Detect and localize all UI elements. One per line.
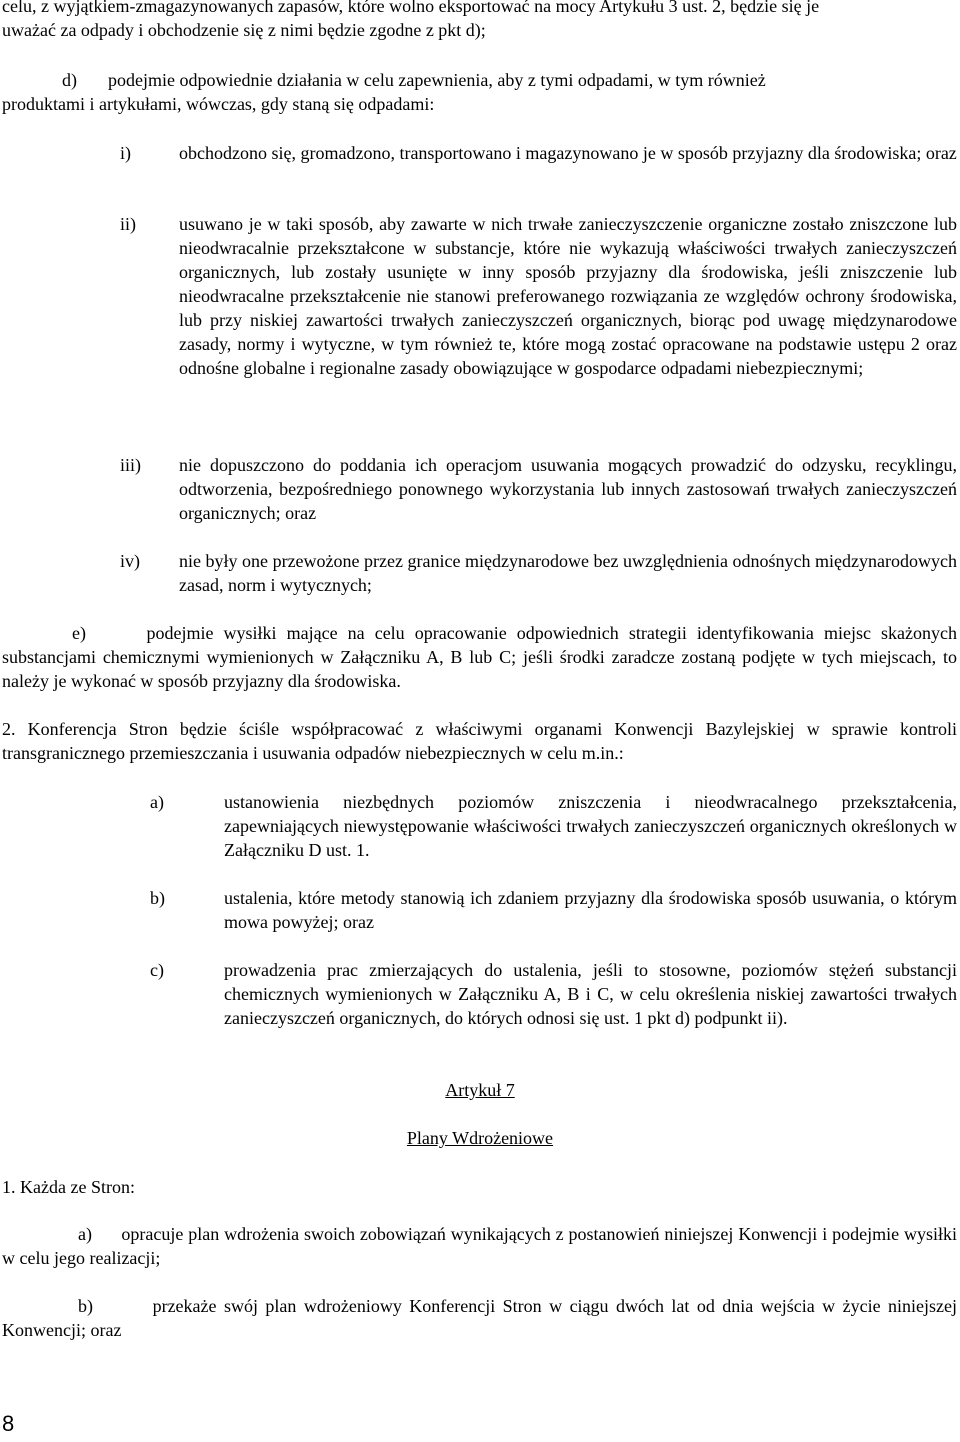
article-7-intro: 1. Każda ze Stron:: [2, 1177, 135, 1197]
point-e-text: [2, 621, 957, 693]
article-subtitle: Plany Wdrożeniowe: [406, 1128, 554, 1148]
paragraph-2: 2. Konferencja Stron będzie ściśle współpracować z właściwymi organami Konwencji Bazylejskiej w sprawie kontroli transgranicznego przemieszczania i usuwania odpadów niebezpiecznych w celu m.in.:: [2, 719, 957, 763]
point-e-body: podejmie wysiłki mające na celu opracowanie odpowiednich strategii identyfikowania miejsc skażonych substancjami chemicznymi wymienionych w Załączniku A, B lub C; jeśli środki zaradcze zostaną podjęte w tych miejscach, to należy je wykonać w sposób przyjazny dla środowiska.: [2, 623, 957, 691]
art7-item-b-label: b): [78, 1296, 93, 1316]
art7-item-b-text: przekaże swój plan wdrożeniowy Konferencji Stron w ciągu dwóch lat od dnia wejścia w życie niniejszej Konwencji; oraz: [2, 1296, 957, 1340]
art7-item-a-label: a): [78, 1224, 92, 1244]
point-d-line-2: produktami i artykułami, wówczas, gdy staną się odpadami:: [2, 94, 435, 114]
item-a-label: a): [150, 792, 164, 812]
article-subtitle-wrap: [0, 1126, 960, 1150]
sub-item-iv-label: iv): [120, 551, 140, 571]
item-c-label: c): [150, 960, 164, 980]
item-c-text: prowadzenia prac zmierzających do ustalenia, jeśli to stosowne, poziomów stężeń substancji chemicznych wymienionych w Załączniku A, B i C, w celu określenia niskiej zawartości trwałych zanieczyszczeń organicznych, do których odnosi się ust. 1 pkt d) podpunkt ii).: [224, 960, 957, 1028]
item-b-label: b): [150, 888, 165, 908]
sub-item-i-label: i): [120, 143, 131, 163]
art7-item-b: [2, 1294, 957, 1342]
sub-item-iii-text: nie dopuszczono do poddania ich operacjom usuwania mogących prowadzić do odzysku, recyklingu, odtworzenia, bezpośredniego ponownego wykorzystania lub innych zastosowań trwałych zanieczyszczeń organicznych; oraz: [179, 455, 957, 523]
continuation-line-1: celu, z wyjątkiem-zmagazynowanych zapasów, które wolno eksportować na mocy Artykułu 3 ust. 2, będzie się je: [2, 0, 820, 16]
point-d-line-1: podejmie odpowiednie działania w celu zapewnienia, aby z tymi odpadami, w tym również: [108, 70, 766, 90]
sub-item-iii-label: iii): [120, 455, 141, 475]
item-b-text: ustalenia, które metody stanowią ich zdaniem przyjazny dla środowiska sposób usuwania, o którym mowa powyżej; oraz: [224, 888, 957, 932]
art7-item-a: [2, 1222, 957, 1270]
continuation-line-2: uważać za odpady i obchodzenie się z nimi będzie zgodne z pkt d);: [2, 20, 486, 40]
art7-item-a-text: opracuje plan wdrożenia swoich zobowiązań wynikających z postanowień niniejszej Konwencji i podejmie wysiłki w celu jego realizacji;: [2, 1224, 957, 1268]
item-a-text: ustanowienia niezbędnych poziomów zniszczenia i nieodwracalnego przekształcenia, zapewniających niewystępowanie właściwości trwałych zanieczyszczeń organicznych określonych w Załączniku D ust. 1.: [224, 792, 957, 860]
page-number: 8: [2, 1411, 15, 1436]
sub-item-iv-text: nie były one przewożone przez granice międzynarodowe bez uwzględnienia odnośnych międzynarodowych zasad, norm i wytycznych;: [179, 551, 957, 595]
point-e-label: e): [72, 623, 86, 643]
sub-item-ii-text: usuwano je w taki sposób, aby zawarte w nich trwałe zanieczyszczenie organiczne zostało zniszczone lub nieodwracalnie przekształcone w substancje, które nie wykazują właściwości trwałych zanieczyszczeń organicznych, lub zostały usunięte w inny sposób przyjazny dla środowiska, jeśli zniszczenie lub nieodwracalne przekształcenie nie stanowi preferowanego rozwiązania ze względów ochrony środowiska, lub przy niskiej zawartości trwałych zanieczyszczeń organicznych, biorąc pod uwagę międzynarodowe zasady, normy i wytyczne, w tym również te, które mogą zostać opracowane na podstawie ustępu 2 oraz odnośne globalne i regionalne zasady obowiązujące w gospodarce odpadami niebezpiecznymi;: [179, 214, 957, 378]
sub-item-i-text: obchodzono się, gromadzono, transportowano i magazynowano je w sposób przyjazny dla środowiska; oraz: [179, 143, 957, 163]
sub-item-ii-label: ii): [120, 214, 136, 234]
article-title: Artykuł 7: [445, 1080, 515, 1100]
article-title-wrap: [0, 1078, 960, 1102]
point-d-label: d): [62, 70, 77, 90]
